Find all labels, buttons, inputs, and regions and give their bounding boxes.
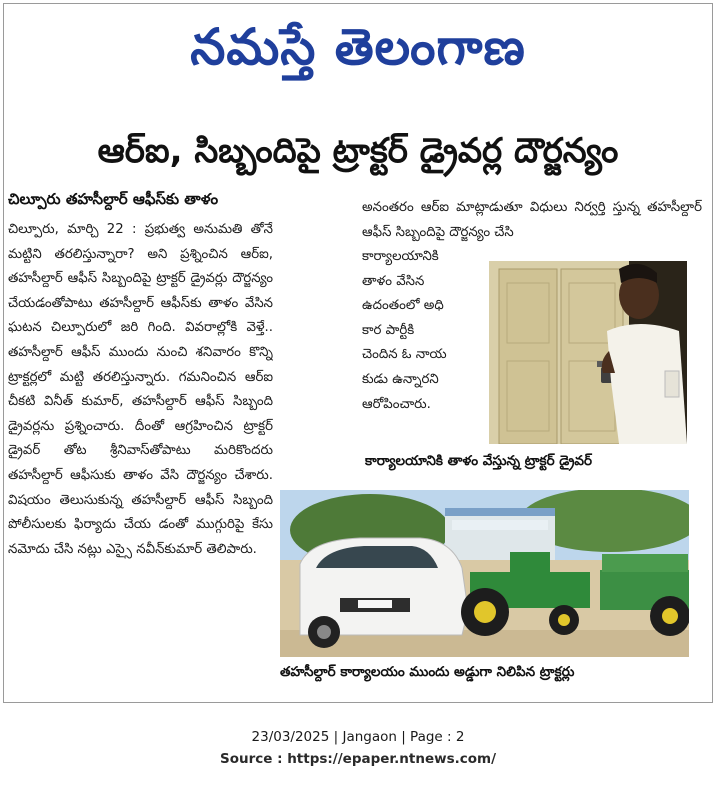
photo1-caption: కార్యాలయానికి తాళం వేస్తున్న ట్రాక్టర్ డ్రైవర్ [365,453,593,469]
edition-info: 23/03/2025 | Jangaon | Page : 2 [251,729,465,745]
article-body-left [8,218,273,698]
article-headline [3,122,713,180]
article-subheadline: చిల్పూరు తహసీల్దార్ ఆఫీస్‌కు తాళం [8,190,219,208]
photo-door-lock [489,261,687,444]
source-link[interactable]: Source : https://epaper.ntnews.com/ [219,751,497,767]
body-line: తాళం వేసిన [362,273,425,289]
body-line: చెందిన ఓ నాయ [362,347,447,363]
body-line: ఆరోపించారు. [362,396,431,412]
photo-tractors-office [280,490,689,657]
body-line: కార పార్టీకి [362,322,415,338]
masthead-title: నమస్తే తెలంగాణ [190,18,526,76]
page-footer [0,726,716,770]
article-body-right-top: అనంతరం ఆర్ఐ మాట్లాడుతూ విధులు నిర్వర్తి స్తున్న తహసీల్దార్ ఆఫీస్ సిబ్బందిపై దౌర్జన్యం చేసి [362,200,702,240]
body-paragraph: చిల్పూరు, మార్చి 22 : ప్రభుత్వ అనుమతి తోనే మట్టిని తరలిస్తున్నారా? అని ప్రశ్నించిన ఆర్ఐ, తహసీల్దార్ ఆఫీస్ సిబ్బందిపై ట్రాక్టర్ డ్రైవర్లు దౌర్జన్యం చేయడంతోపాటు తహసీల్దార్ ఆఫీస్‌కు తాళం వేసిన ఘటన చిల్పూరులో జరి గింది. వివరాల్లోకి వెళ్తే.. తహసీల్దార్ ఆఫీస్ ముందు నుంచి శనివారం కొన్ని ట్రాక్టర్లలో మట్టి తరలిస్తున్నారు. గమనించిన ఆర్ఐ చీకటి వినీత్ కుమార్, తహసీల్దార్ ఆఫీస్ సిబ్బంది డ్రైవర్లను ప్రశ్నించారు. దీంతో ఆగ్రహించిన ట్రాక్టర్ డ్రైవర్ తోట శ్రీనివాస్‌తోపాటు మరికొందరు తహసీల్దార్ ఆఫీసుకు తాళం వేసి దౌర్జన్యం చేశారు. విషయం తెలుసుకున్న తహసీల్దార్ ఆఫీస్ సిబ్బంది పోలీసులకు ఫిర్యాదు చేయ డంతో ముగ్గురిపై కేసు నమోదు చేసి నట్లు ఎస్సై నవీన్‌కుమార్ తెలిపారు. [8,222,273,557]
headline-text: ఆర్ఐ, సిబ్బందిపై ట్రాక్టర్ డ్రైవర్ల దౌర్జన్యం [97,131,619,171]
body-line: ఉదంతంలో అధి [362,298,444,314]
article-body-right-narrow [362,245,482,417]
photo2-caption: తహసీల్దార్ కార్యాలయం ముందు అడ్డుగా నిలిపిన ట్రాక్టర్లు [280,664,575,680]
door-lock-illustration [489,261,687,444]
body-line: కుడు ఉన్నారని [362,371,439,387]
tractors-illustration [280,490,689,657]
newspaper-masthead [3,4,713,96]
body-line: కార్యాలయానికి [362,249,439,264]
